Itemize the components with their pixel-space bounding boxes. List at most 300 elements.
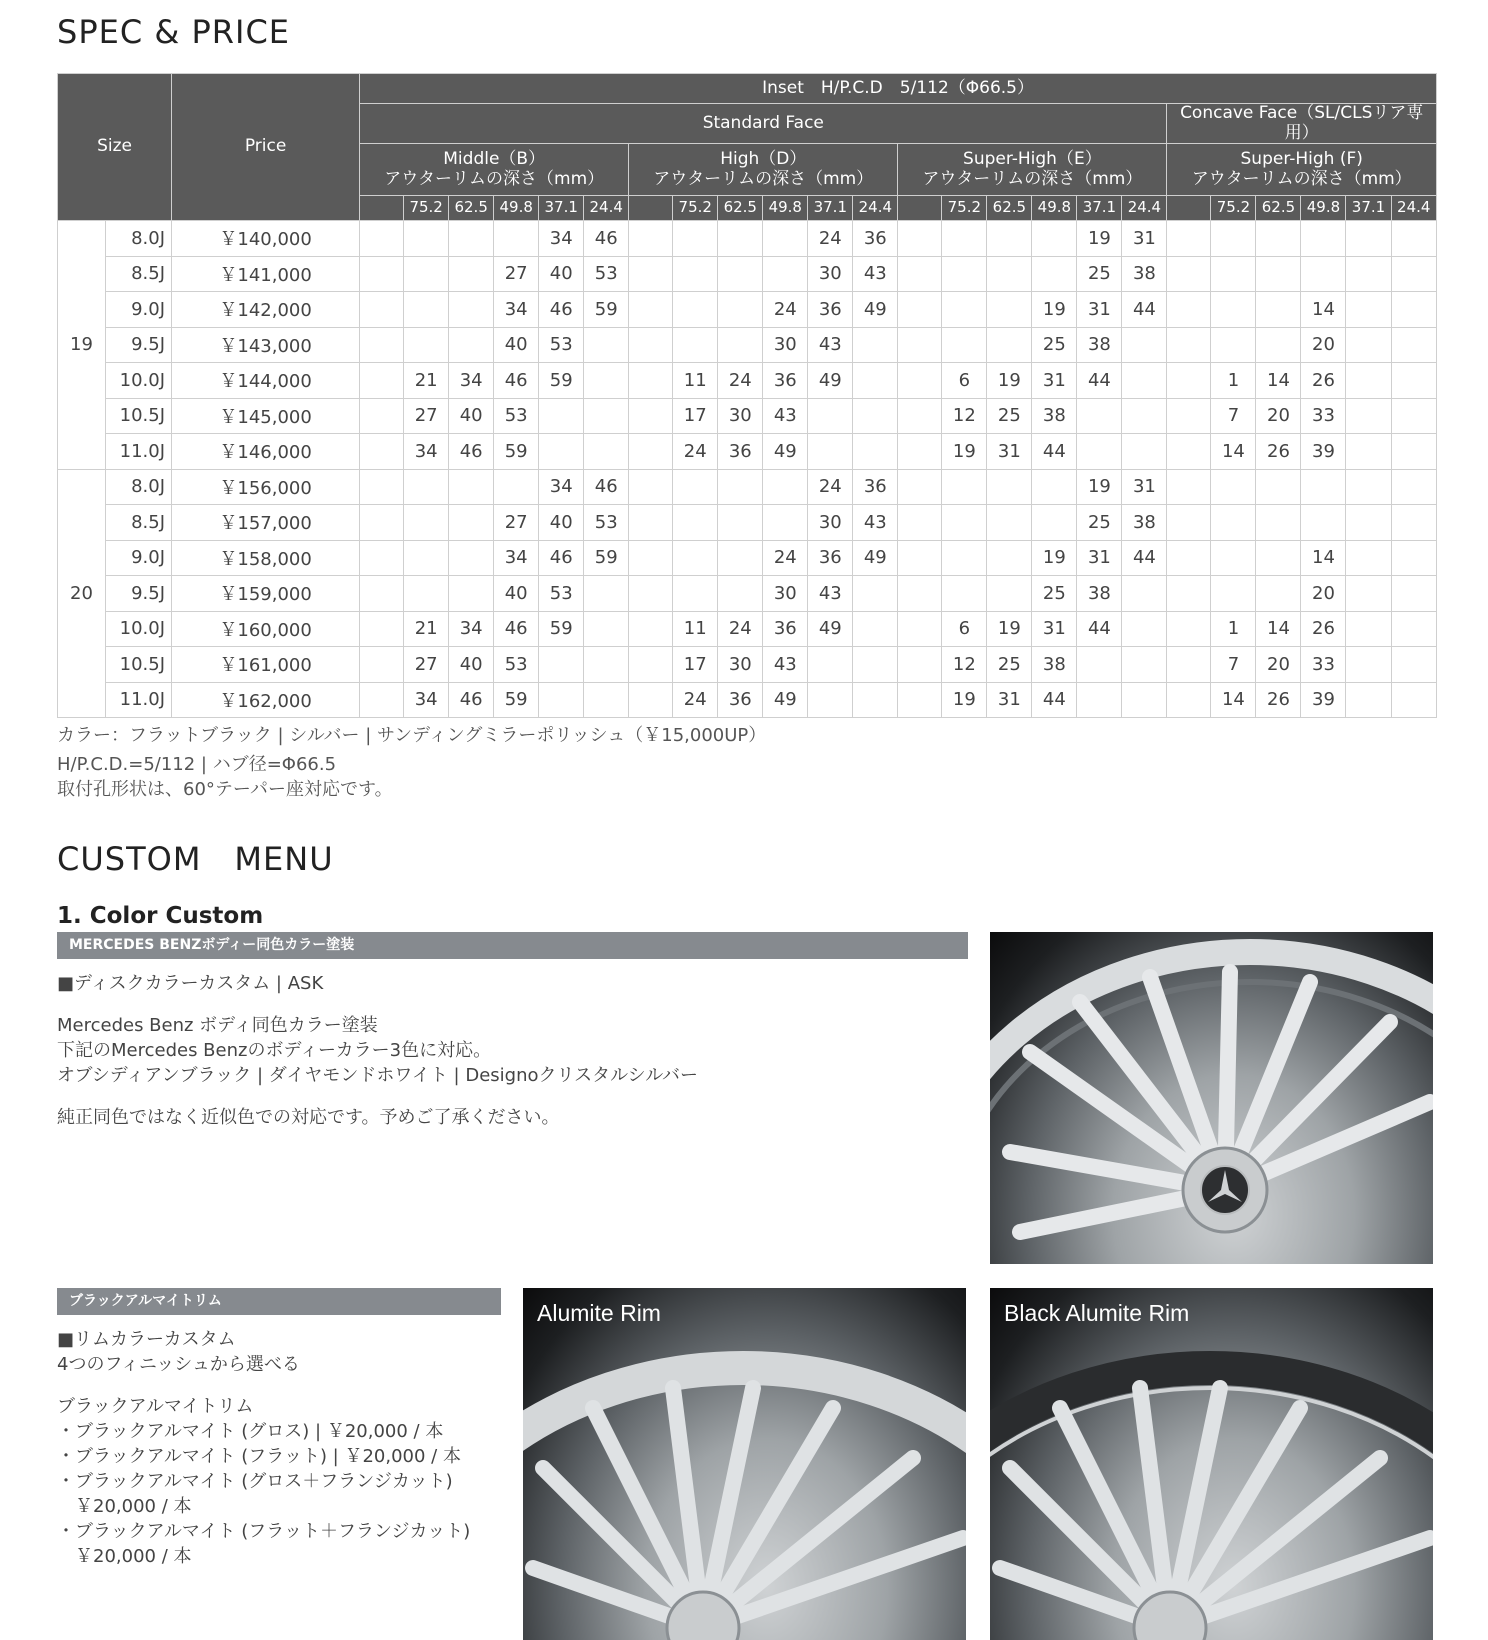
inset-cell — [404, 540, 449, 576]
inset-cell: 19 — [1032, 292, 1077, 328]
blank-cell — [360, 256, 404, 292]
inset-cell: 44 — [1032, 682, 1077, 718]
inset-cell — [1346, 327, 1391, 363]
inset-cell — [942, 256, 987, 292]
inset-cell — [853, 647, 898, 683]
table-row — [58, 398, 1437, 434]
rim-option-3: ・ブラックアルマイト (グロス＋フランジカット) — [57, 1471, 453, 1492]
inset-cell — [718, 540, 763, 576]
inset-cell: 34 — [449, 611, 494, 647]
blank-cell — [898, 505, 942, 541]
inset-cell: 19 — [942, 434, 987, 470]
rim-option-2: ・ブラックアルマイト (フラット) | ￥20,000 / 本 — [57, 1446, 461, 1467]
inset-cell: 43 — [853, 256, 898, 292]
inset-cell — [1211, 292, 1256, 328]
rim-option-3-price: ￥20,000 / 本 — [57, 1496, 192, 1517]
inset-cell — [584, 363, 629, 399]
black-alumite-rim-bar: ブラックアルマイトリム — [57, 1288, 501, 1315]
inset-cell — [763, 505, 808, 541]
inset-cell — [1256, 256, 1301, 292]
depth-header-blank — [629, 196, 673, 221]
inset-cell: 33 — [1301, 647, 1346, 683]
inset-cell: 36 — [808, 292, 853, 328]
benz-color-bar: MERCEDES BENZボディー同色カラー塗装 — [57, 932, 968, 959]
inset-cell: 43 — [808, 576, 853, 612]
blank-cell — [629, 327, 673, 363]
inset-cell — [763, 256, 808, 292]
standard-face-header: Standard Face — [360, 104, 1167, 144]
inset-cell: 40 — [494, 576, 539, 612]
inset-cell — [718, 256, 763, 292]
inset-cell — [1256, 292, 1301, 328]
blank-cell — [898, 682, 942, 718]
inset-cell — [584, 611, 629, 647]
spec-table — [57, 73, 1437, 718]
size-header: Size — [58, 74, 172, 221]
inset-cell: 49 — [853, 540, 898, 576]
inset-cell — [1211, 221, 1256, 257]
inset-cell: 1 — [1211, 611, 1256, 647]
depth-header: 24.4 — [853, 196, 898, 221]
blank-cell — [1167, 469, 1211, 505]
group-header-super-high-e: Super-High（E） アウターリムの深さ（mm） — [898, 144, 1167, 196]
inset-cell: 19 — [1032, 540, 1077, 576]
price-cell: ￥159,000 — [172, 576, 360, 612]
inset-cell — [449, 327, 494, 363]
inset-cell: 31 — [987, 682, 1032, 718]
inset-cell — [404, 221, 449, 257]
width-cell: 11.0J — [106, 434, 172, 470]
inset-cell — [1391, 327, 1437, 363]
price-cell: ￥140,000 — [172, 221, 360, 257]
inset-cell — [853, 576, 898, 612]
price-cell: ￥160,000 — [172, 611, 360, 647]
inset-cell: 12 — [942, 398, 987, 434]
inset-cell: 59 — [584, 540, 629, 576]
inset-header: Inset H/P.C.D 5/112（Φ66.5） — [360, 74, 1437, 104]
inset-cell: 31 — [1122, 469, 1167, 505]
width-cell: 9.5J — [106, 327, 172, 363]
depth-header: 49.8 — [1301, 196, 1346, 221]
inset-cell — [539, 647, 584, 683]
inset-cell — [404, 327, 449, 363]
inset-cell: 14 — [1256, 611, 1301, 647]
inset-cell — [494, 221, 539, 257]
blank-cell — [1167, 576, 1211, 612]
blank-cell — [898, 256, 942, 292]
price-cell: ￥146,000 — [172, 434, 360, 470]
inset-cell — [1346, 647, 1391, 683]
inset-cell — [1346, 256, 1391, 292]
disk-color-line: ■ディスクカラーカスタム | ASK — [57, 973, 324, 994]
inset-cell: 21 — [404, 611, 449, 647]
inset-cell: 26 — [1256, 682, 1301, 718]
inset-cell — [1391, 292, 1437, 328]
blank-cell — [629, 398, 673, 434]
inset-cell: 53 — [584, 505, 629, 541]
inset-cell: 6 — [942, 611, 987, 647]
seat-note: 取付孔形状は、60°テーパー座対応です。 — [57, 779, 393, 800]
inset-cell — [987, 505, 1032, 541]
spec-price-title: SPEC & PRICE — [57, 13, 290, 51]
price-cell: ￥156,000 — [172, 469, 360, 505]
inset-cell: 46 — [494, 611, 539, 647]
width-cell: 10.0J — [106, 363, 172, 399]
depth-header: 49.8 — [494, 196, 539, 221]
table-row — [58, 611, 1437, 647]
rim-title-line: ブラックアルマイトリム — [57, 1396, 254, 1417]
inset-cell — [808, 398, 853, 434]
concave-face-header: Concave Face（SL/CLSリア専用） — [1167, 104, 1437, 144]
inset-cell — [1077, 434, 1122, 470]
inset-cell: 44 — [1077, 611, 1122, 647]
inset-cell — [673, 469, 718, 505]
rim-color-text — [57, 1327, 470, 1569]
inset-cell — [1346, 363, 1391, 399]
inset-cell — [1122, 327, 1167, 363]
inset-cell: 36 — [718, 434, 763, 470]
inset-cell — [853, 611, 898, 647]
blank-cell — [1167, 682, 1211, 718]
inset-cell: 46 — [449, 434, 494, 470]
blank-cell — [898, 469, 942, 505]
inset-cell — [942, 505, 987, 541]
blank-cell — [629, 221, 673, 257]
inset-cell — [449, 469, 494, 505]
inset-cell — [853, 434, 898, 470]
blank-cell — [1167, 505, 1211, 541]
depth-header: 75.2 — [942, 196, 987, 221]
inset-cell: 30 — [718, 398, 763, 434]
inset-cell: 11 — [673, 611, 718, 647]
inset-cell: 31 — [1077, 540, 1122, 576]
inset-cell: 19 — [1077, 221, 1122, 257]
blank-cell — [898, 363, 942, 399]
price-cell: ￥161,000 — [172, 647, 360, 683]
inset-cell: 25 — [1077, 256, 1122, 292]
inset-cell — [808, 682, 853, 718]
inset-cell: 21 — [404, 363, 449, 399]
inset-cell — [1032, 505, 1077, 541]
inset-cell: 24 — [763, 540, 808, 576]
inset-cell: 31 — [1032, 611, 1077, 647]
depth-header: 37.1 — [808, 196, 853, 221]
inset-cell: 30 — [808, 505, 853, 541]
inset-cell: 34 — [449, 363, 494, 399]
width-cell: 8.5J — [106, 505, 172, 541]
inset-cell — [449, 505, 494, 541]
inset-cell: 46 — [494, 363, 539, 399]
inset-cell — [763, 469, 808, 505]
inset-cell: 34 — [404, 434, 449, 470]
inset-cell: 19 — [1077, 469, 1122, 505]
inset-cell: 1 — [1211, 363, 1256, 399]
inset-cell — [942, 576, 987, 612]
inset-cell — [1122, 398, 1167, 434]
group-header-high: High（D） アウターリムの深さ（mm） — [629, 144, 898, 196]
wheel-photo-black-alumite-rim — [990, 1288, 1433, 1640]
inset-cell: 33 — [1301, 398, 1346, 434]
price-cell: ￥145,000 — [172, 398, 360, 434]
blank-cell — [629, 505, 673, 541]
inset-cell — [584, 327, 629, 363]
inset-cell: 30 — [808, 256, 853, 292]
inset-cell: 40 — [449, 647, 494, 683]
price-cell: ￥141,000 — [172, 256, 360, 292]
inset-cell: 40 — [539, 505, 584, 541]
table-row — [58, 434, 1437, 470]
inset-cell — [718, 292, 763, 328]
blank-cell — [898, 647, 942, 683]
inset-cell: 27 — [494, 256, 539, 292]
inset-cell — [1346, 221, 1391, 257]
table-row — [58, 292, 1437, 328]
width-cell: 8.0J — [106, 469, 172, 505]
blank-cell — [360, 398, 404, 434]
inset-cell — [1211, 327, 1256, 363]
inset-cell — [673, 221, 718, 257]
color-note: カラー：フラットブラック | シルバー | サンディングミラーポリッシュ（￥15,000UP） — [57, 725, 767, 746]
group-header-middle: Middle（B） アウターリムの深さ（mm） — [360, 144, 629, 196]
inset-cell — [808, 647, 853, 683]
inset-cell — [584, 576, 629, 612]
inset-cell — [584, 398, 629, 434]
inset-cell: 34 — [494, 540, 539, 576]
inset-cell — [987, 221, 1032, 257]
inset-cell: 31 — [1032, 363, 1077, 399]
rim-option-4-price: ￥20,000 / 本 — [57, 1546, 192, 1567]
inset-cell: 24 — [808, 221, 853, 257]
inset-cell — [942, 469, 987, 505]
inset-cell: 59 — [494, 434, 539, 470]
inset-cell: 39 — [1301, 682, 1346, 718]
blank-cell — [898, 221, 942, 257]
blank-cell — [629, 292, 673, 328]
price-header: Price — [172, 74, 360, 221]
inset-cell — [718, 469, 763, 505]
inset-cell — [449, 256, 494, 292]
price-cell: ￥162,000 — [172, 682, 360, 718]
inset-cell: 26 — [1301, 363, 1346, 399]
width-cell: 11.0J — [106, 682, 172, 718]
inset-cell — [718, 327, 763, 363]
inset-cell — [1346, 540, 1391, 576]
inset-cell — [1391, 505, 1437, 541]
table-row — [58, 469, 1437, 505]
blank-cell — [898, 611, 942, 647]
depth-header: 75.2 — [1211, 196, 1256, 221]
inset-cell: 38 — [1032, 398, 1077, 434]
inset-cell: 59 — [539, 363, 584, 399]
blank-cell — [360, 540, 404, 576]
depth-header: 62.5 — [718, 196, 763, 221]
inset-cell: 25 — [1077, 505, 1122, 541]
inset-cell — [404, 256, 449, 292]
rim-option-4: ・ブラックアルマイト (フラット＋フランジカット) — [57, 1521, 471, 1542]
inset-cell: 36 — [808, 540, 853, 576]
rim-custom-line: ■リムカラーカスタム — [57, 1329, 236, 1350]
inset-cell: 53 — [539, 576, 584, 612]
inset-cell — [494, 469, 539, 505]
inset-cell: 14 — [1301, 292, 1346, 328]
inset-cell — [449, 292, 494, 328]
inset-cell — [763, 221, 808, 257]
inset-cell: 43 — [763, 398, 808, 434]
inset-cell: 30 — [763, 576, 808, 612]
inset-cell — [1211, 540, 1256, 576]
inset-cell — [1256, 576, 1301, 612]
inset-cell — [1122, 434, 1167, 470]
wheel-photo-alumite-rim — [523, 1288, 966, 1640]
inset-cell: 40 — [494, 327, 539, 363]
inset-cell — [404, 292, 449, 328]
inset-cell — [1391, 576, 1437, 612]
inset-cell — [1211, 256, 1256, 292]
inset-cell — [1346, 576, 1391, 612]
inset-cell: 36 — [853, 221, 898, 257]
width-cell: 9.0J — [106, 292, 172, 328]
blank-cell — [360, 221, 404, 257]
inset-cell: 12 — [942, 647, 987, 683]
inset-cell: 24 — [673, 682, 718, 718]
inset-cell: 44 — [1032, 434, 1077, 470]
inset-cell — [987, 576, 1032, 612]
inset-cell — [1301, 256, 1346, 292]
wheel-illustration — [990, 1288, 1433, 1640]
benz-color-text — [57, 971, 698, 1130]
blank-cell — [1167, 647, 1211, 683]
inset-cell — [1122, 647, 1167, 683]
inset-cell — [1211, 469, 1256, 505]
blank-cell — [629, 469, 673, 505]
inset-cell — [584, 682, 629, 718]
inset-cell — [673, 327, 718, 363]
inset-cell: 46 — [584, 469, 629, 505]
blank-cell — [360, 327, 404, 363]
inset-cell: 14 — [1301, 540, 1346, 576]
inset-cell: 36 — [853, 469, 898, 505]
inset-cell — [942, 327, 987, 363]
inset-cell — [449, 221, 494, 257]
width-cell: 9.0J — [106, 540, 172, 576]
inset-cell: 24 — [763, 292, 808, 328]
depth-header: 24.4 — [1122, 196, 1167, 221]
blank-cell — [1167, 398, 1211, 434]
inset-cell: 53 — [584, 256, 629, 292]
inset-cell — [942, 221, 987, 257]
inset-cell — [1391, 398, 1437, 434]
width-cell: 10.5J — [106, 647, 172, 683]
blank-cell — [360, 576, 404, 612]
blank-cell — [360, 682, 404, 718]
inset-cell — [1346, 505, 1391, 541]
price-cell: ￥144,000 — [172, 363, 360, 399]
blank-cell — [629, 363, 673, 399]
depth-header: 62.5 — [1256, 196, 1301, 221]
inset-cell — [1391, 363, 1437, 399]
blank-cell — [360, 292, 404, 328]
wheel-illustration — [523, 1288, 966, 1640]
inset-cell — [404, 576, 449, 612]
spec-notes — [57, 723, 766, 802]
rim-option-1: ・ブラックアルマイト (グロス) | ￥20,000 / 本 — [57, 1421, 444, 1442]
benz-disclaimer-line: 純正同色ではなく近似色での対応です。予めご了承ください。 — [57, 1107, 560, 1128]
inset-cell — [539, 434, 584, 470]
inset-cell — [1122, 576, 1167, 612]
inset-cell: 20 — [1256, 647, 1301, 683]
inset-cell: 31 — [1122, 221, 1167, 257]
inset-cell: 25 — [1032, 327, 1077, 363]
inset-cell: 38 — [1077, 327, 1122, 363]
inset-cell — [987, 292, 1032, 328]
inset-cell — [1211, 576, 1256, 612]
blank-cell — [1167, 256, 1211, 292]
inset-cell: 40 — [539, 256, 584, 292]
inset-cell: 14 — [1211, 434, 1256, 470]
inset-cell: 30 — [763, 327, 808, 363]
inset-cell: 19 — [942, 682, 987, 718]
blank-cell — [360, 505, 404, 541]
width-cell: 10.0J — [106, 611, 172, 647]
width-cell: 9.5J — [106, 576, 172, 612]
table-row — [58, 327, 1437, 363]
inset-cell — [673, 576, 718, 612]
rim-size-cell: 20 — [58, 469, 106, 718]
inset-cell: 34 — [404, 682, 449, 718]
inset-cell: 30 — [718, 647, 763, 683]
inset-cell: 24 — [718, 611, 763, 647]
blank-cell — [360, 434, 404, 470]
blank-cell — [1167, 221, 1211, 257]
inset-cell: 38 — [1077, 576, 1122, 612]
inset-cell — [1391, 540, 1437, 576]
blank-cell — [629, 576, 673, 612]
blank-cell — [898, 398, 942, 434]
depth-header: 37.1 — [1077, 196, 1122, 221]
blank-cell — [1167, 327, 1211, 363]
inset-cell: 46 — [539, 292, 584, 328]
inset-cell: 6 — [942, 363, 987, 399]
depth-header: 24.4 — [1391, 196, 1437, 221]
inset-cell — [673, 256, 718, 292]
inset-cell: 27 — [404, 647, 449, 683]
inset-cell — [853, 363, 898, 399]
inset-cell: 43 — [808, 327, 853, 363]
benz-colors-line: オブシディアンブラック | ダイヤモンドホワイト | Designoクリスタルシルバー — [57, 1065, 698, 1086]
blank-cell — [1167, 434, 1211, 470]
inset-cell — [1032, 469, 1077, 505]
inset-cell — [853, 327, 898, 363]
table-row — [58, 576, 1437, 612]
inset-cell — [1346, 292, 1391, 328]
inset-cell: 25 — [987, 647, 1032, 683]
inset-cell — [853, 398, 898, 434]
inset-cell: 49 — [763, 434, 808, 470]
inset-cell — [1032, 221, 1077, 257]
inset-cell — [1122, 611, 1167, 647]
inset-cell: 24 — [808, 469, 853, 505]
inset-cell — [1301, 505, 1346, 541]
inset-cell — [942, 540, 987, 576]
inset-cell — [1346, 434, 1391, 470]
blank-cell — [629, 647, 673, 683]
inset-cell: 49 — [853, 292, 898, 328]
inset-cell — [1077, 398, 1122, 434]
inset-cell: 49 — [763, 682, 808, 718]
depth-header: 49.8 — [763, 196, 808, 221]
inset-cell — [1122, 363, 1167, 399]
inset-cell — [987, 256, 1032, 292]
